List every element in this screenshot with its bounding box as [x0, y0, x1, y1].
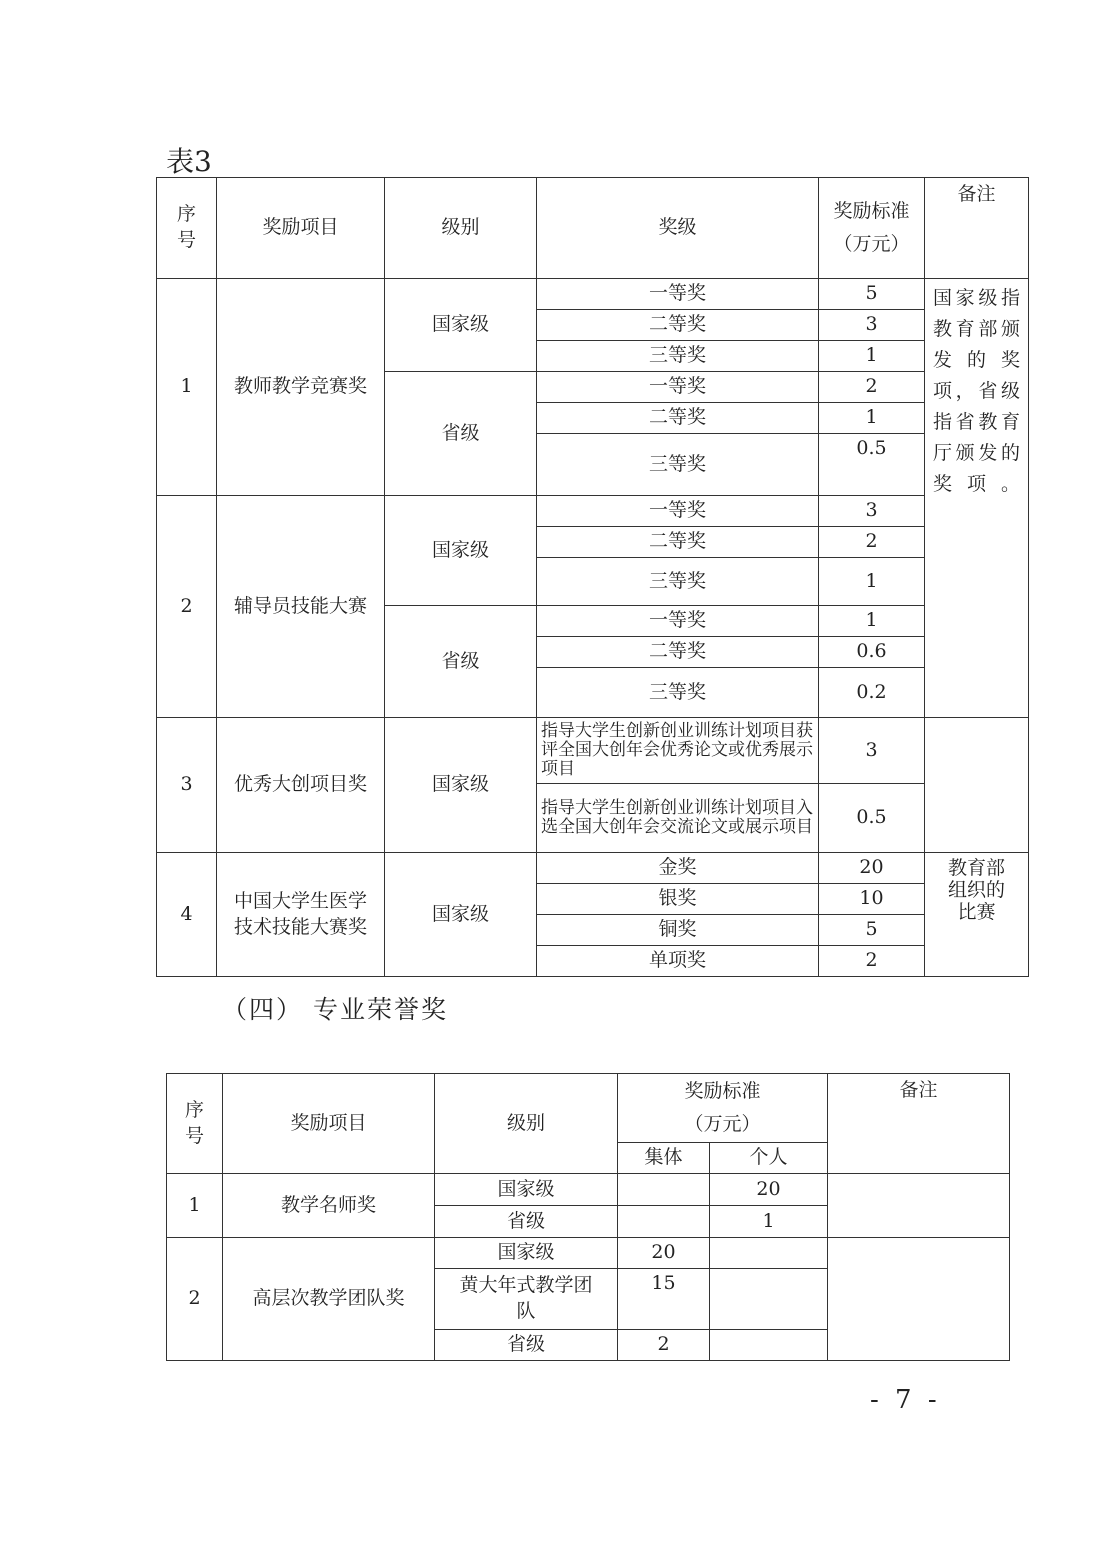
award-value: 3 — [819, 310, 925, 341]
award-collective — [618, 1174, 710, 1206]
page-number: - 7 - — [870, 1385, 941, 1415]
award-value: 0.6 — [819, 637, 925, 668]
award-grade: 一等奖 — [537, 496, 819, 527]
award-value: 5 — [819, 279, 925, 310]
row-no: 3 — [157, 718, 217, 853]
award-grade: 铜奖 — [537, 915, 819, 946]
award-collective: 20 — [618, 1238, 710, 1269]
award-value: 10 — [819, 884, 925, 915]
award-table-3 — [156, 177, 1029, 977]
table-header-row — [167, 1074, 1010, 1143]
remark-empty — [828, 1174, 1010, 1238]
header-grade: 奖级 — [537, 178, 819, 279]
award-collective: 15 — [618, 1269, 710, 1330]
award-collective — [618, 1206, 710, 1238]
award-individual — [710, 1238, 828, 1269]
award-grade: 三等奖 — [537, 668, 819, 718]
award-grade: 三等奖 — [537, 341, 819, 372]
award-level: 国家级 — [435, 1174, 618, 1206]
header-item: 奖励项目 — [217, 178, 385, 279]
award-value: 0.5 — [819, 434, 925, 496]
row-no: 2 — [157, 496, 217, 718]
award-individual: 1 — [710, 1206, 828, 1238]
row-no: 4 — [157, 853, 217, 977]
award-value: 1 — [819, 403, 925, 434]
header-standard: 奖励标准（万元） — [819, 178, 925, 279]
award-item: 教学名师奖 — [223, 1174, 435, 1238]
header-level: 级别 — [435, 1074, 618, 1174]
remark-text: 教育部组织的比赛 — [925, 853, 1029, 977]
award-level: 省级 — [385, 372, 537, 496]
award-level: 国家级 — [385, 279, 537, 372]
award-level: 国家级 — [385, 853, 537, 977]
header-individual: 个人 — [710, 1143, 828, 1174]
award-level: 省级 — [385, 606, 537, 718]
award-grade: 一等奖 — [537, 606, 819, 637]
award-value: 2 — [819, 946, 925, 977]
section-title: （四） 专业荣誉奖 — [222, 995, 448, 1024]
award-value: 1 — [819, 341, 925, 372]
award-grade: 一等奖 — [537, 372, 819, 403]
row-no: 1 — [167, 1174, 223, 1238]
award-grade: 二等奖 — [537, 637, 819, 668]
award-item: 中国大学生医学技术技能大赛奖 — [217, 853, 385, 977]
award-individual — [710, 1269, 828, 1330]
award-individual: 20 — [710, 1174, 828, 1206]
award-value: 2 — [819, 372, 925, 403]
award-item: 教师教学竞赛奖 — [217, 279, 385, 496]
header-collective: 集体 — [618, 1143, 710, 1174]
award-collective: 2 — [618, 1330, 710, 1361]
award-level: 省级 — [435, 1206, 618, 1238]
award-value: 3 — [819, 496, 925, 527]
table-header-row — [157, 178, 1029, 279]
table-caption: 表3 — [166, 145, 212, 178]
award-grade: 二等奖 — [537, 403, 819, 434]
award-table-4 — [166, 1073, 1010, 1361]
award-level: 黄大年式教学团队 — [435, 1269, 618, 1330]
award-grade: 指导大学生创新创业训练计划项目获评全国大创年会优秀论文或优秀展示项目 — [537, 718, 819, 784]
award-grade: 三等奖 — [537, 434, 819, 496]
award-grade: 银奖 — [537, 884, 819, 915]
award-level: 国家级 — [435, 1238, 618, 1269]
award-individual — [710, 1330, 828, 1361]
award-value: 0.2 — [819, 668, 925, 718]
remark-empty — [828, 1238, 1010, 1361]
award-grade: 二等奖 — [537, 527, 819, 558]
header-no: 序号 — [157, 178, 217, 279]
row-no: 1 — [157, 279, 217, 496]
remark-empty — [925, 718, 1029, 853]
award-grade: 二等奖 — [537, 310, 819, 341]
award-grade: 单项奖 — [537, 946, 819, 977]
award-grade: 指导大学生创新创业训练计划项目入选全国大创年会交流论文或展示项目 — [537, 784, 819, 853]
header-remark: 备注 — [828, 1074, 1010, 1174]
award-value: 1 — [819, 558, 925, 606]
award-item: 辅导员技能大赛 — [217, 496, 385, 718]
header-standard: 奖励标准（万元） — [618, 1074, 828, 1143]
award-grade: 一等奖 — [537, 279, 819, 310]
header-level: 级别 — [385, 178, 537, 279]
header-remark: 备注 — [925, 178, 1029, 279]
remark-text: 国家级指教育部颁发的奖项，省级指省教育厅颁发的奖项。 — [925, 279, 1029, 718]
award-value: 2 — [819, 527, 925, 558]
header-item: 奖励项目 — [223, 1074, 435, 1174]
row-no: 2 — [167, 1238, 223, 1361]
award-level: 国家级 — [385, 718, 537, 853]
award-item: 优秀大创项目奖 — [217, 718, 385, 853]
award-level: 国家级 — [385, 496, 537, 606]
award-grade: 金奖 — [537, 853, 819, 884]
award-value: 5 — [819, 915, 925, 946]
header-no: 序号 — [167, 1074, 223, 1174]
award-value: 0.5 — [819, 784, 925, 853]
award-level: 省级 — [435, 1330, 618, 1361]
award-grade: 三等奖 — [537, 558, 819, 606]
award-value: 3 — [819, 718, 925, 784]
award-value: 20 — [819, 853, 925, 884]
award-item: 高层次教学团队奖 — [223, 1238, 435, 1361]
award-value: 1 — [819, 606, 925, 637]
